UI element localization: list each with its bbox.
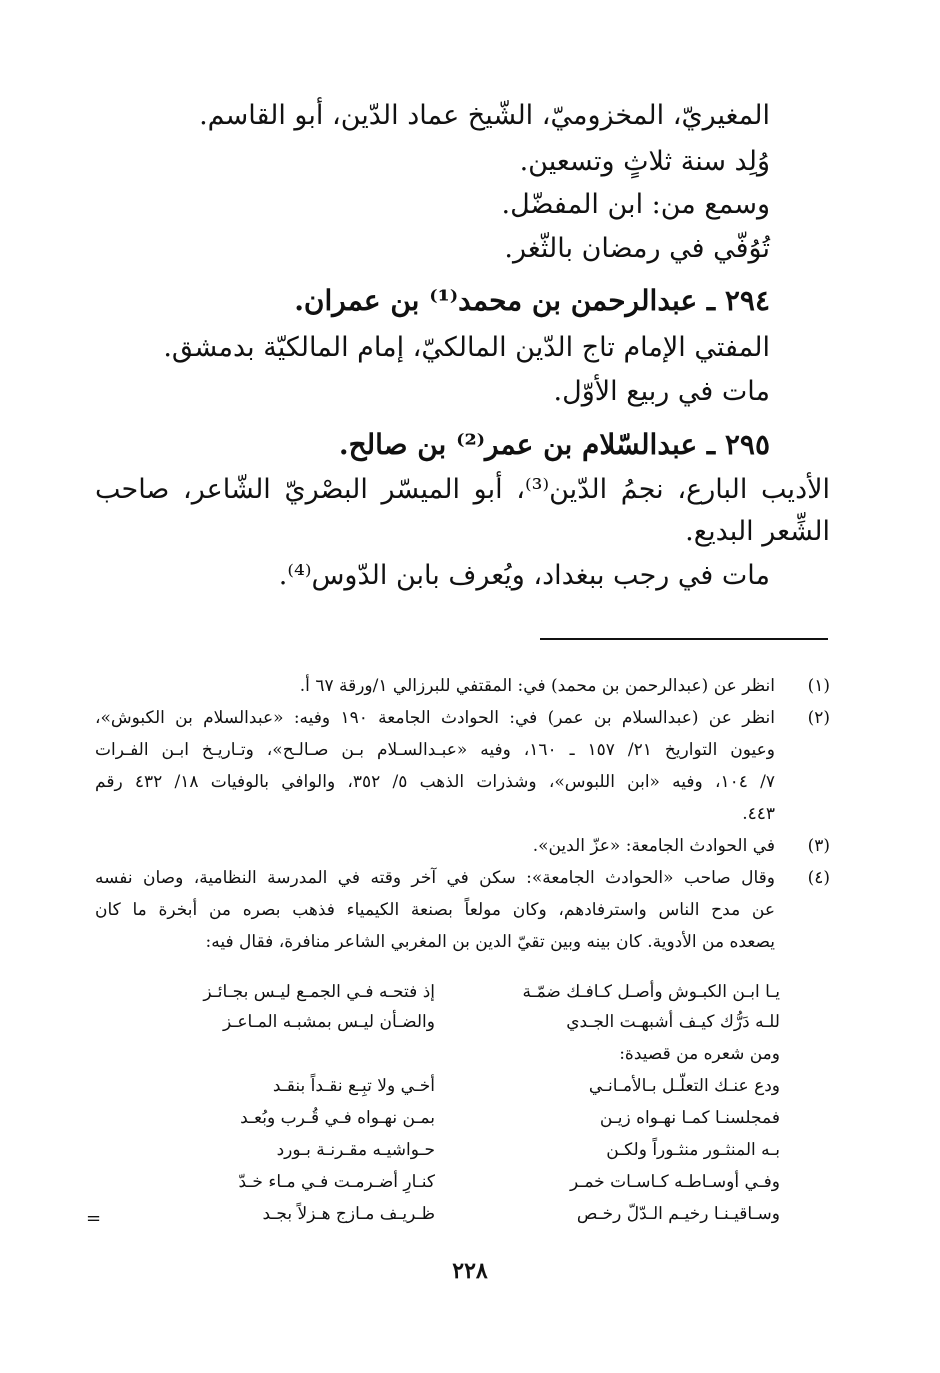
footnote-text: وقال صاحب «الحوادث الجامعة»: سكن في آخر وقته في المدرسة النظامية، وصان نفسه [95, 868, 775, 888]
text-line: المغيريّ، المخزوميّ، الشّيخ عماد الدّين، أبو القاسم. [199, 100, 770, 131]
verse-hemistich-right: ودع عنـك التعلّـل بـالأمـانـي [588, 1076, 780, 1096]
footnote-text: عن مدح الناس واسترفادهم، وكان مولعاً بصنعة الكيمياء فذهب بصره من أبخرة ما كان [95, 900, 775, 920]
verse-hemistich-right: يـا ابـن الكبـوش وأصـل كـافـك ضمّـة [522, 982, 780, 1002]
footnote-text: ٧/ ١٠٤، وفيه «ابن اللبوس»، وشذرات الذهب ٥/ ٣٥٢، والوافي بالوفيات ١٨/ ٤٣٢ رقم [95, 772, 775, 792]
footnote-text: انظر عن (عبدالسلام بن عمر) في: الحوادث الجامعة ١٩٠ وفيه: «عبدالسلام بن الكبوش»، [95, 708, 775, 728]
entry-heading: ٢٩٥ ـ عبدالسّلام بن عمر⁽²⁾ بن صالح. [338, 428, 770, 461]
verse-hemistich-left: بمـن نهـواه فـي قُـرب وبُعـد [240, 1108, 435, 1128]
text-line: المفتي الإمام تاج الدّين المالكيّ، إمام المالكيّة بدمشق. [163, 332, 770, 363]
verse-hemistich-right: للـه دَرُّك كيـف أشبهـت الجـدي [566, 1012, 780, 1032]
footnote-number: (٢) [807, 708, 830, 728]
verse-hemistich-left: ظـريـف مـازج هـزلاً بجـد [262, 1204, 435, 1224]
continuation-mark: = [86, 1208, 102, 1229]
verse-hemistich-left: إذ فتحـه فـي الجمـع ليـس بجـائـز [203, 982, 435, 1002]
verse-hemistich-left: حـواشيـه مقـرنـة بـورد [276, 1140, 435, 1160]
entry-heading: ٢٩٤ ـ عبدالرحمن بن محمد⁽¹⁾ بن عمران. [294, 284, 770, 317]
text-line: الأديب البارع، نجمُ الدّين⁽³⁾، أبو الميسّر البصْريّ الشّاعر، صاحب [95, 474, 830, 505]
verse-hemistich-right: وسـاقيـنـا رخيـم الـدّلّ رخـص [576, 1204, 780, 1224]
footnote-number: (٤) [807, 868, 830, 888]
footnote-number: (١) [807, 676, 830, 696]
verse-hemistich-left: أخـي ولا تبِـع نقـداً بنقـد [272, 1076, 435, 1096]
footnote-text: في الحوادث الجامعة: «عزّ الدين». [532, 836, 775, 856]
text-line: مات في رجب ببغداد، ويُعرف بابن الدّوس⁽⁴⁾. [278, 560, 770, 591]
text-line: مات في ربيع الأوّل. [553, 376, 770, 407]
footnote-divider [540, 638, 828, 640]
text-line: الشِّعر البديع. [685, 516, 830, 547]
text-line: تُوُفّي في رمضان بالثّغر. [504, 233, 770, 264]
verse-hemistich-right: فمجلسنـا كمـا نهـواه زيـن [599, 1108, 780, 1128]
verse-hemistich-right: بـه المنثـور منثـوراً ولكـن [606, 1140, 780, 1160]
verse-hemistich-left: كنـارِ أضـرمـت فـي مـاء خـدّ [238, 1172, 435, 1192]
footnote-text: وعيون التواريخ ٢١/ ١٥٧ ـ ١٦٠، وفيه «عبـدالسـلام بـن صـالـح»، وتـاريـخ ابـن الفـرات [95, 740, 776, 760]
footnote-text: انظر عن (عبدالرحمن بن محمد) في: المقتفي للبرزالي ١/ورقة ٦٧ أ. [299, 676, 775, 696]
page-number: ٢٢٨ [452, 1258, 488, 1284]
text-line: وسمع من: ابن المفضّل. [501, 189, 770, 220]
verse-hemistich-left: والضـأن ليـس بمشبـه المـاعـز [222, 1012, 435, 1032]
verse-hemistich-right: وفـي أوسـاطـه كـاسـات خمـر [569, 1172, 780, 1192]
text-line: وُلِد سنة ثلاثٍ وتسعين. [519, 146, 770, 177]
footnote-text: يصعده من الأدوية. كان بينه وبين تقيّ الدين بن المغربي الشاعر منافرة، فقال فيه: [205, 932, 775, 952]
footnote-text: ٤٤٣. [742, 804, 775, 824]
poem-intro: ومن شعره من قصيدة: [619, 1044, 780, 1064]
footnote-number: (٣) [807, 836, 830, 856]
